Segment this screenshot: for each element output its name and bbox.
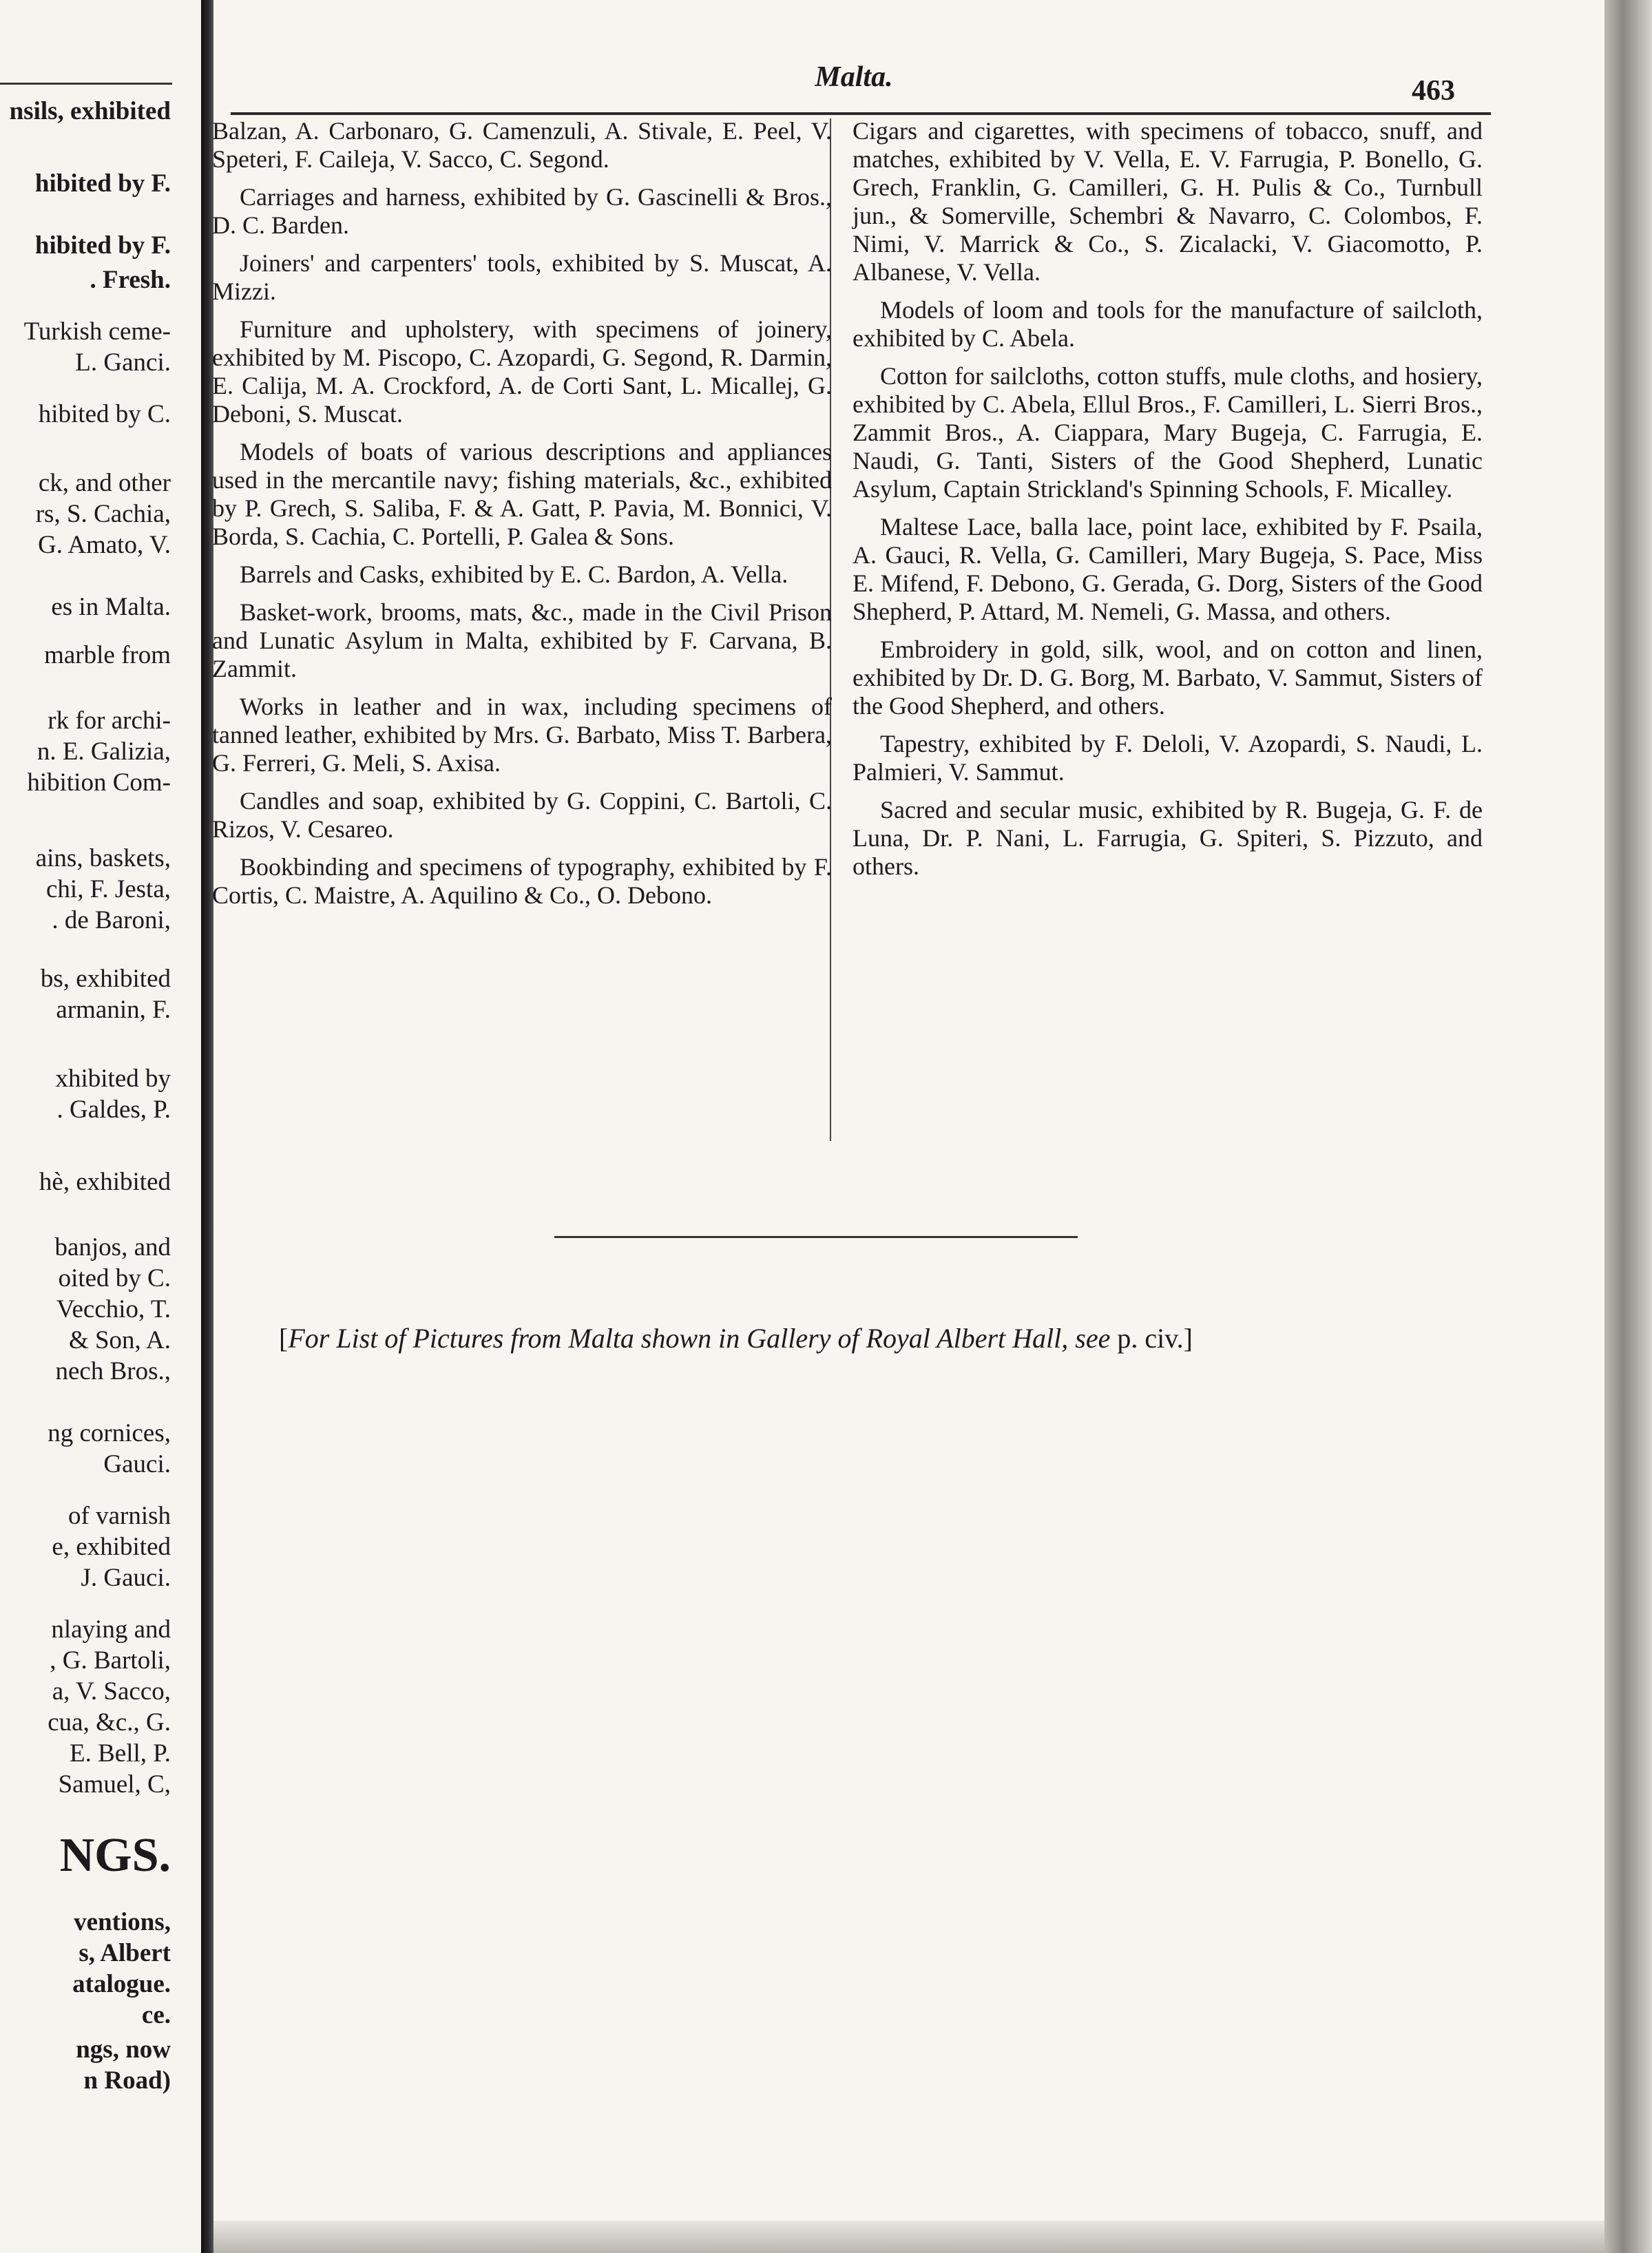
page-edge — [1604, 0, 1652, 2253]
previous-page-line: G. Amato, V. — [38, 531, 171, 559]
right-entry: Sacred and secular music, exhibited by R. Bugeja, G. F. de Luna, Dr. P. Nani, L. Farrugia, G. Spiteri, S. Pizzuto, and others. — [853, 796, 1483, 880]
previous-page-line: & Son, A. — [68, 1326, 171, 1354]
previous-page-line: marble from — [44, 641, 171, 669]
right-entry: Maltese Lace, balla lace, point lace, exhibited by F. Psaila, A. Gauci, R. Vella, G. Camilleri, Mary Bugeja, S. Pace, Miss E. Mifend, F. Debono, G. Gerada, G. Dorg, Sisters of the Good Shepherd, P. Attard, M. Nemeli, G. Massa, and others. — [853, 513, 1483, 625]
previous-page-line: n Road) — [83, 2066, 171, 2095]
left-entry: Models of boats of various descriptions and appliances used in the mercantile navy; fishing materials, &c., exhibited by P. Grech, S. Saliba, F. & A. Gatt, P. Pavia, M. Bonnici, V. Borda, S. Cachia, C. Portelli, P. Galea & Sons. — [212, 438, 832, 550]
left-entry: Bookbinding and specimens of typography, exhibited by F. Cortis, C. Maistre, A. Aquilino & Co., O. Debono. — [212, 853, 832, 909]
previous-page-line: bs, exhibited — [40, 965, 171, 993]
previous-page-line: E. Bell, P. — [70, 1739, 171, 1768]
footnote-see: see — [1075, 1323, 1111, 1354]
previous-page-text — [0, 0, 204, 2253]
footnote-italic-text: For List of Pictures from Malta shown in Gallery of Royal Albert Hall, — [288, 1323, 1069, 1354]
previous-page-line: ng cornices, — [48, 1419, 171, 1447]
previous-page-line: hibited by F. — [34, 169, 171, 198]
previous-page-line: hè, exhibited — [39, 1168, 171, 1196]
previous-page-line: ains, baskets, — [35, 844, 171, 872]
right-column — [853, 117, 1483, 890]
previous-page-line: nsils, exhibited — [9, 97, 171, 125]
previous-page-line: Vecchio, T. — [56, 1295, 171, 1323]
header-rule — [231, 112, 1491, 115]
previous-page-line: . Fresh. — [90, 266, 171, 294]
previous-page-line: e, exhibited — [52, 1533, 171, 1561]
previous-page-rule — [0, 83, 172, 85]
previous-page-line: n. E. Galizia, — [36, 737, 171, 766]
previous-page-line: ck, and other — [38, 469, 171, 497]
left-entry: Works in leather and in wax, including specimens of tanned leather, exhibited by Mrs. G. Barbato, Miss T. Barbera, G. Ferreri, G. Meli, S. Axisa. — [212, 693, 832, 777]
previous-page-strip — [0, 0, 204, 2253]
previous-page-line: rs, S. Cachia, — [35, 500, 171, 528]
previous-page-line: oited by C. — [58, 1264, 171, 1292]
previous-page-line: of varnish — [68, 1502, 171, 1530]
left-entry: Carriages and harness, exhibited by G. Gascinelli & Bros., D. C. Barden. — [212, 183, 832, 239]
right-entry: Cotton for sailcloths, cotton stuffs, mule cloths, and hosiery, exhibited by C. Abela, Ellul Bros., F. Camilleri, L. Sierri Bros., Zammit Bros., A. Ciappara, Mary Bugeja, C. Farrugia, E. Naudi, G. Tanti, Sisters of the Good Shepherd, Lunatic Asylum, Captain Strickland's Spinning Schools, F. Micalley. — [853, 362, 1483, 503]
previous-page-line: armanin, F. — [56, 996, 171, 1024]
previous-page-line: nech Bros., — [55, 1357, 171, 1385]
previous-page-line: , G. Bartoli, — [50, 1646, 171, 1675]
previous-page-line: hibition Com- — [27, 768, 171, 797]
previous-page-line: hibited by C. — [38, 400, 171, 428]
previous-page-line: . Galdes, P. — [56, 1096, 171, 1124]
left-entry: Joiners' and carpenters' tools, exhibited by S. Muscat, A. Mizzi. — [212, 249, 832, 305]
previous-page-line: nlaying and — [51, 1615, 171, 1644]
left-entry: Barrels and Casks, exhibited by E. C. Bardon, A. Vella. — [240, 560, 788, 588]
running-head: Malta. — [815, 61, 893, 93]
right-entry: Cigars and cigarettes, with specimens of tobacco, snuff, and matches, exhibited by V. Vella, E. V. Farrugia, P. Bonello, G. Grech, Franklin, G. Camilleri, G. H. Pulis & Co., Turnbull jun., & Somerville, Schembri & Navarro, C. Colombos, F. Nimi, V. Marrick & Co., S. Zicalacki, V. Giacomotto, P. Albanese, V. Vella. — [853, 117, 1483, 286]
footnote-bracket: [ — [279, 1323, 289, 1354]
previous-page-line: xhibited by — [55, 1065, 171, 1093]
left-column — [212, 117, 832, 919]
section-separator — [554, 1236, 1078, 1238]
footnote — [279, 1322, 1374, 1354]
previous-page-line: a, V. Sacco, — [52, 1677, 171, 1706]
previous-page-line: ventions, — [74, 1908, 171, 1936]
page-number: 463 — [1412, 75, 1455, 107]
previous-page-line: atalogue. — [72, 1970, 171, 1998]
previous-page-line: es in Malta. — [51, 593, 171, 621]
previous-page-line: Samuel, C, — [58, 1770, 171, 1799]
previous-page-line: . de Baroni, — [52, 906, 171, 934]
right-entry: Embroidery in gold, silk, wool, and on cotton and linen, exhibited by Dr. D. G. Borg, M. Barbato, V. Sammut, Sisters of the Good Shepherd, and others. — [853, 636, 1483, 720]
right-entry: Models of loom and tools for the manufacture of sailcloth, exhibited by C. Abela. — [853, 296, 1483, 352]
previous-page-line: J. Gauci. — [81, 1564, 171, 1592]
previous-page-line: s, Albert — [79, 1939, 171, 1967]
previous-page-line: Turkish ceme- — [23, 317, 171, 346]
left-entry: Balzan, A. Carbonaro, G. Camenzuli, A. Stivale, E. Peel, V. Speteri, F. Caileja, V. Sacco, C. Segond. — [212, 117, 832, 173]
left-entry: Candles and soap, exhibited by G. Coppini, C. Bartoli, C. Rizos, V. Cesareo. — [212, 787, 832, 843]
previous-page-line: ce. — [141, 2001, 171, 2029]
right-entry: Tapestry, exhibited by F. Deloli, V. Azopardi, S. Naudi, L. Palmieri, V. Sammut. — [853, 730, 1483, 786]
previous-page-line: cua, &c., G. — [48, 1708, 171, 1737]
previous-page-line: banjos, and — [54, 1233, 171, 1261]
previous-page-line: L. Ganci. — [75, 348, 171, 377]
previous-page-line: rk for archi- — [48, 706, 171, 735]
left-entry: Furniture and upholstery, with specimens of joinery, exhibited by M. Piscopo, C. Azopardi, G. Segond, R. Darmin, E. Calija, M. A. Crockford, A. de Corti Sant, L. Micallej, G. Deboni, S. Muscat. — [212, 315, 832, 428]
previous-page-line: NGS. — [59, 1829, 171, 1882]
footnote-page-ref: p. civ.] — [1117, 1323, 1193, 1354]
previous-page-line: Gauci. — [103, 1450, 171, 1478]
page-bottom-shadow — [213, 2221, 1604, 2253]
previous-page-line: chi, F. Jesta, — [46, 875, 171, 903]
previous-page-line: hibited by F. — [34, 231, 171, 260]
previous-page-line: ngs, now — [76, 2035, 171, 2064]
left-entry: Basket-work, brooms, mats, &c., made in the Civil Prison and Lunatic Asylum in Malta, exhibited by F. Carvana, B. Zammit. — [212, 598, 832, 682]
